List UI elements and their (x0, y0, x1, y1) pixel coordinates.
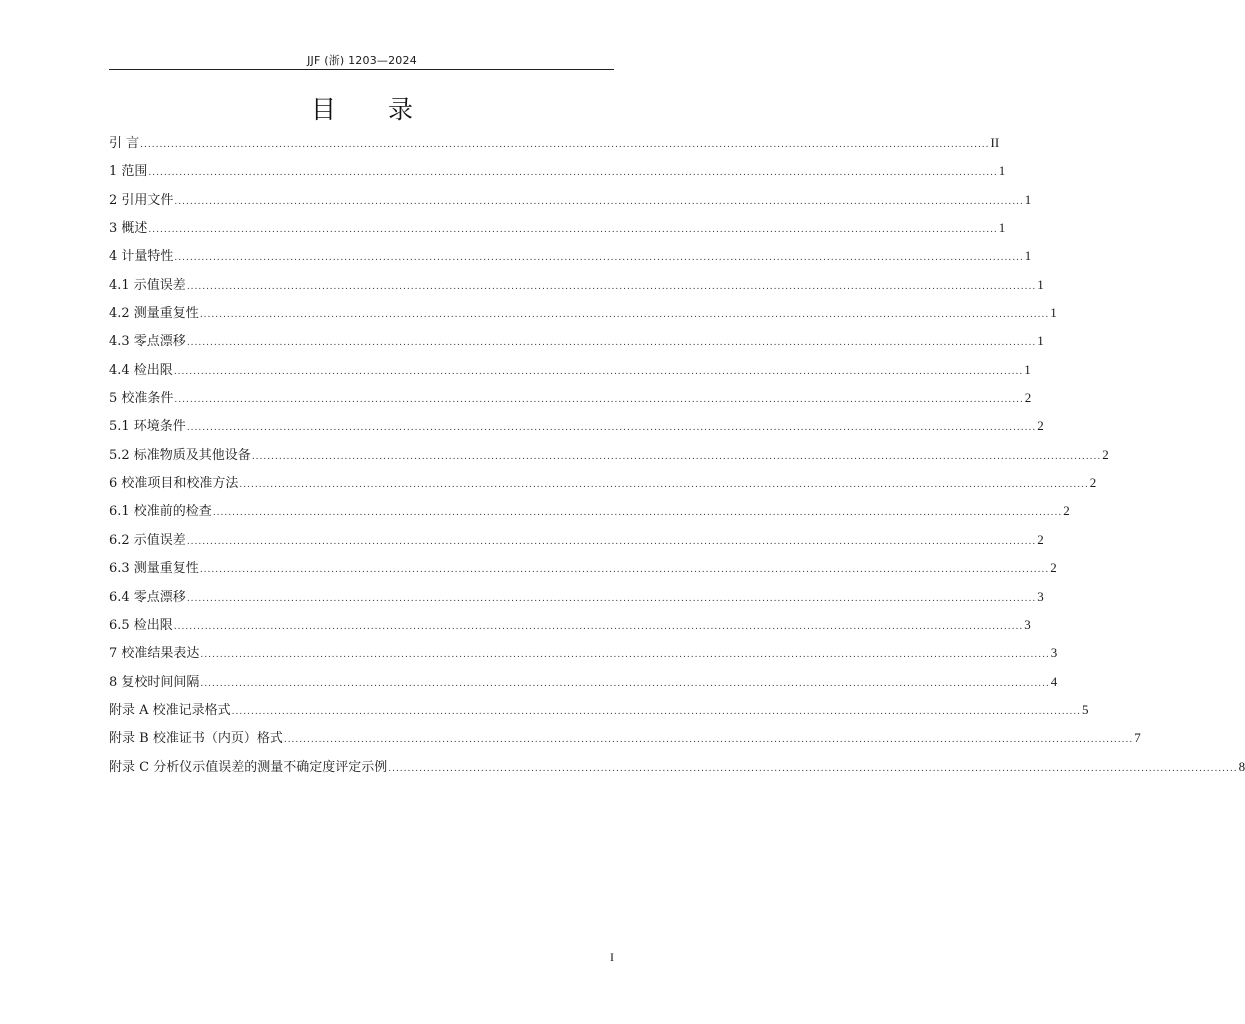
toc-entry-page: 1 (1050, 305, 1057, 321)
dot-leader: ............................................................................................................................................................................................................................ (200, 678, 1050, 689)
dot-leader: ............................................................................................................................................................................................................................ (199, 310, 1050, 321)
dot-leader: ............................................................................................................................................................................................................................ (186, 338, 1037, 349)
dot-leader: ............................................................................................................................................................................................................................ (388, 763, 1238, 774)
toc-entry-label: 附录 A 校准记录格式 (109, 702, 231, 718)
toc-entry-label: 5.1 环境条件 (109, 419, 186, 435)
dot-leader: ............................................................................................................................................................................................................................ (174, 395, 1024, 406)
toc-entry[interactable] (109, 724, 1141, 752)
toc-entry[interactable] (109, 753, 1245, 781)
toc-entry-page: 8 (1238, 758, 1245, 774)
page-title: 目 录 (311, 95, 435, 124)
dot-leader: ............................................................................................................................................................................................................................ (251, 451, 1102, 462)
page-number: I (610, 950, 614, 964)
dot-leader: ............................................................................................................................................................................................................................ (148, 225, 998, 236)
toc-entry[interactable] (109, 611, 1031, 639)
toc-entry-page: 2 (1024, 390, 1032, 406)
toc-entry-label: 6.1 校准前的检查 (109, 504, 212, 520)
toc-entry[interactable] (109, 469, 1097, 497)
toc-entry[interactable] (109, 497, 1070, 525)
toc-entry-page: 1 (998, 163, 1006, 179)
toc-entry[interactable] (109, 441, 1109, 469)
toc-entry-label: 附录 C 分析仪示值误差的测量不确定度评定示例 (109, 759, 388, 775)
toc-entry-label: 引 言 (109, 136, 140, 151)
dot-leader: ............................................................................................................................................................................................................................ (199, 565, 1050, 576)
dot-leader: ............................................................................................................................................................................................................................ (140, 140, 990, 150)
toc-entry-page: 2 (1102, 446, 1109, 462)
toc-entry-page: 2 (1063, 503, 1070, 519)
toc-entry-label: 5.2 标准物质及其他设备 (109, 447, 251, 463)
toc-entry-page: 4 (1050, 673, 1058, 689)
dot-leader: ............................................................................................................................................................................................................................ (174, 253, 1024, 264)
toc-entry-page: 2 (1037, 418, 1044, 434)
toc-entry[interactable] (109, 157, 1006, 185)
dot-leader: ............................................................................................................................................................................................................................ (231, 706, 1082, 717)
dot-leader: ............................................................................................................................................................................................................................ (186, 536, 1037, 547)
toc-entry-label: 2 引用文件 (109, 192, 174, 208)
toc-entry[interactable] (109, 554, 1057, 582)
toc-entry[interactable] (109, 271, 1044, 299)
running-header: JJF (浙) 1203—2024 (307, 54, 417, 67)
toc-entry[interactable] (109, 214, 1006, 242)
toc-entry-page: 3 (1050, 645, 1058, 661)
toc-entry-label: 5 校准条件 (109, 391, 174, 407)
toc-entry-label: 4.2 测量重复性 (109, 306, 199, 322)
toc-entry[interactable] (109, 583, 1044, 611)
toc-entry-label: 8 复校时间间隔 (109, 674, 200, 690)
dot-leader: ............................................................................................................................................................................................................................ (173, 366, 1024, 377)
dot-leader: ............................................................................................................................................................................................................................ (173, 621, 1024, 632)
toc-entry[interactable] (109, 412, 1044, 440)
toc-entry-label: 7 校准结果表达 (109, 646, 200, 662)
toc-entry-page: 2 (1037, 531, 1044, 547)
toc-entry[interactable] (109, 526, 1044, 554)
toc-entry-label: 4 计量特性 (109, 249, 174, 265)
toc-entry[interactable] (109, 299, 1057, 327)
toc-entry[interactable] (109, 384, 1032, 412)
dot-leader: ............................................................................................................................................................................................................................ (212, 508, 1063, 519)
toc-entry-page: 2 (1089, 475, 1097, 491)
toc-entry[interactable] (109, 242, 1032, 270)
toc-entry-page: 2 (1050, 560, 1057, 576)
toc-entry-label: 1 范围 (109, 164, 148, 180)
toc-entry-page: 5 (1082, 701, 1089, 717)
toc-entry[interactable] (109, 668, 1058, 696)
dot-leader: ............................................................................................................................................................................................................................ (148, 168, 998, 179)
toc-entry-page: 1 (1037, 276, 1044, 292)
dot-leader: ............................................................................................................................................................................................................................ (186, 593, 1037, 604)
toc-entry-page: 3 (1037, 588, 1044, 604)
toc-entry-label: 3 概述 (109, 221, 148, 237)
toc-entry-page: 1 (998, 220, 1006, 236)
toc-entry-page: 1 (1024, 361, 1031, 377)
toc-entry-page: 1 (1024, 248, 1032, 264)
dot-leader: ............................................................................................................................................................................................................................ (174, 196, 1024, 207)
toc-entry-label: 6.4 零点漂移 (109, 589, 186, 605)
dot-leader: ............................................................................................................................................................................................................................ (200, 650, 1050, 661)
table-of-contents (109, 129, 1245, 781)
toc-entry-label: 4.4 检出限 (109, 362, 173, 378)
dot-leader: ............................................................................................................................................................................................................................ (283, 735, 1134, 746)
toc-entry-page: 1 (1037, 333, 1044, 349)
toc-entry-label: 6.3 测量重复性 (109, 561, 199, 577)
toc-entry-page: II (990, 135, 1000, 150)
toc-entry[interactable] (109, 356, 1031, 384)
toc-entry-page: 3 (1024, 616, 1031, 632)
toc-entry-label: 4.3 零点漂移 (109, 334, 186, 350)
toc-entry-label: 6.2 示值误差 (109, 532, 186, 548)
toc-entry-label: 附录 B 校准证书（内页）格式 (109, 731, 283, 747)
toc-entry[interactable] (109, 696, 1089, 724)
header-divider (109, 69, 614, 70)
toc-entry-page: 1 (1024, 191, 1032, 207)
toc-entry[interactable] (109, 129, 1000, 157)
toc-entry[interactable] (109, 186, 1032, 214)
toc-entry-label: 6 校准项目和校准方法 (109, 476, 239, 492)
toc-entry[interactable] (109, 327, 1044, 355)
dot-leader: ............................................................................................................................................................................................................................ (186, 281, 1037, 292)
toc-entry[interactable] (109, 639, 1058, 667)
toc-entry-label: 4.1 示值误差 (109, 277, 186, 293)
dot-leader: ............................................................................................................................................................................................................................ (186, 423, 1037, 434)
dot-leader: ............................................................................................................................................................................................................................ (239, 480, 1089, 491)
toc-entry-page: 7 (1134, 730, 1141, 746)
toc-entry-label: 6.5 检出限 (109, 617, 173, 633)
